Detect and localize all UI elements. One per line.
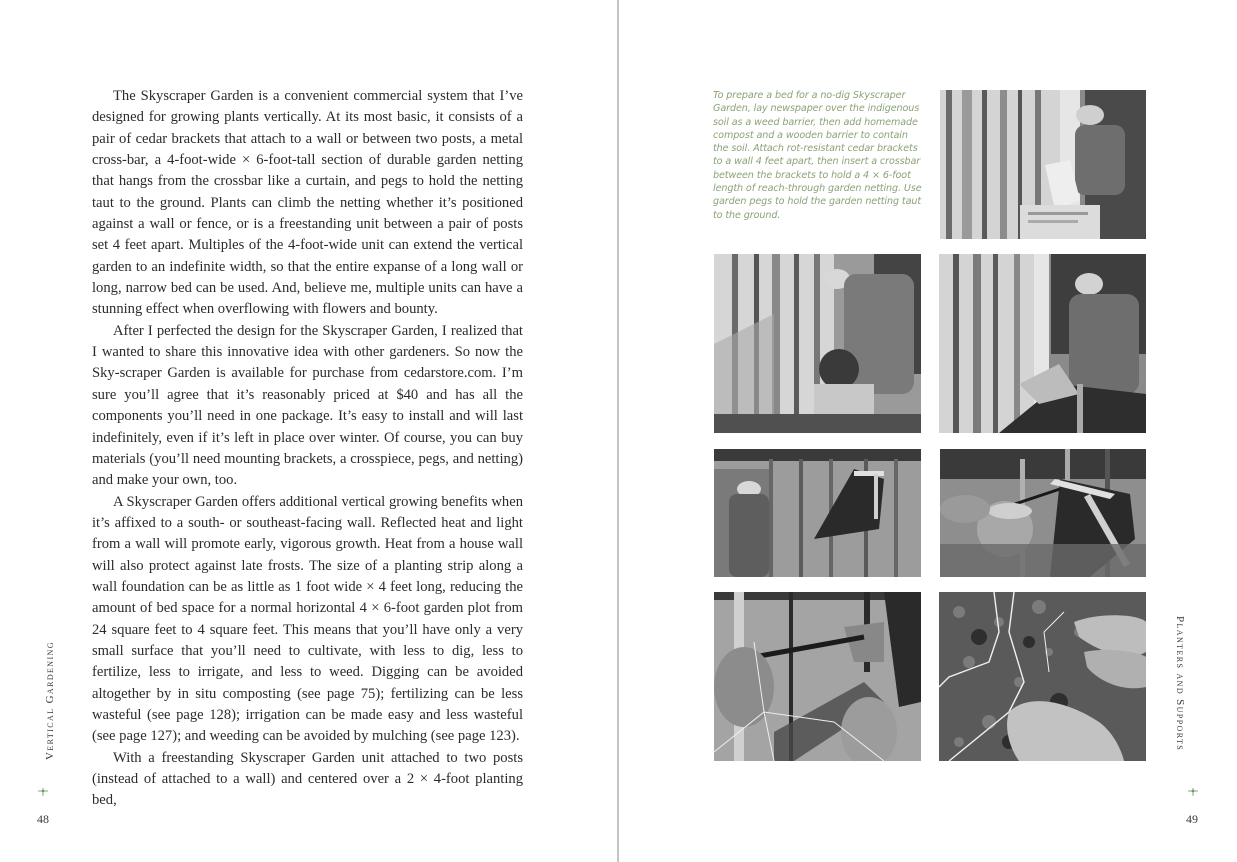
running-head-left: Vertical Gardening xyxy=(44,641,56,760)
photo-attach-bracket xyxy=(714,449,921,577)
body-text xyxy=(92,86,523,812)
paragraph: After I perfected the design for the Skyscraper Garden, I realized that I wanted to share this innovative idea with other gardeners. So now the Sky-scraper Garden is available for purchase from cedarstore.com. I’m sure you’ll agree that it’s reasonably priced at $40 and has all the components you’ll need in one package. It’s easy to install and will last indefinitely, even if it’s left in place over winter. Of course, you can buy materials (you’ll need mounting brackets, a crosspiece, pegs, and netting) and make your own, too. xyxy=(92,322,523,489)
paragraph: A Skyscraper Garden offers additional vertical growing benefits when it’s affixed to a south- or southeast-facing wall. Reflected heat and light from a wall will promote early, vigorous growth. Heat from a house wall will also protect against late frosts. The size of a planting strip along a wall foundation can be as little as 1 foot wide × 4 feet long, reducing the amount of bed space for a normal horizontal 4 × 6-foot garden plot from 24 square feet to 4 square feet. This means that you’ll have only a very small surface that you’ll need to cultivate, with less to dig, less to fertilize, less to irrigate, and less to weed. Digging can be avoided altogether by in situ composting (see page 75); fertilizing can be less wasteful (see page 128); irrigation can be made easy and less wasteful (see page 127); and weeding can be avoided by mulching (see page 123). xyxy=(92,493,523,745)
page-number-right: 49 xyxy=(1186,812,1198,826)
photo-pegging-netting xyxy=(939,592,1146,761)
left-page xyxy=(0,0,617,862)
leaf-ornament-icon xyxy=(37,782,49,792)
photo-wooden-barrier xyxy=(939,254,1146,433)
photo-pouring-compost xyxy=(714,254,921,433)
leaf-ornament-icon xyxy=(1187,782,1199,792)
page-number-left: 48 xyxy=(37,812,49,826)
gutter-divider xyxy=(617,0,619,862)
photo-newspaper xyxy=(940,90,1146,239)
running-head-right: Planters and Supports xyxy=(1174,616,1186,752)
photo-caption: To prepare a bed for a no-dig Skyscraper Garden, lay newspaper over the indigenous soil as a weed barrier, then add homemade compost and a wooden barrier to contain the soil. Attach rot-resistant cedar brackets to a wall 4 feet apart, then insert a crossbar between the brackets to hold a 4 × 6-foot length of reach-through garden netting. Use garden pegs to hold the garden netting taut to the ground. xyxy=(713,90,922,221)
photo-threading-netting xyxy=(714,592,921,761)
paragraph: The Skyscraper Garden is a convenient commercial system that I’ve designed for growing plants vertically. At its most basic, it consists of a pair of cedar brackets that attach to a wall or between two posts, a metal cross-bar, a 4-foot-wide × 6-foot-tall section of durable garden netting that hangs from the crossbar like a curtain, and pegs to hold the netting taut to the ground. Plants can climb the netting whether it’s positioned against a wall or fence, or is a freestanding unit between a pair of posts set 4 feet apart. Multiples of the 4-foot-wide unit can extend the vertical garden to an indefinite width, so that the entire expanse of a long wall or long, narrow bed can be used. And, believe me, multiple units can have a stunning effect when overflowing with flowers and bounty. xyxy=(92,88,523,318)
paragraph: With a freestanding Skyscraper Garden unit attached to two posts (instead of attached to a wall) and centered over a 2 × 4-foot planting bed, xyxy=(92,749,523,809)
photo-insert-crossbar xyxy=(940,449,1146,577)
